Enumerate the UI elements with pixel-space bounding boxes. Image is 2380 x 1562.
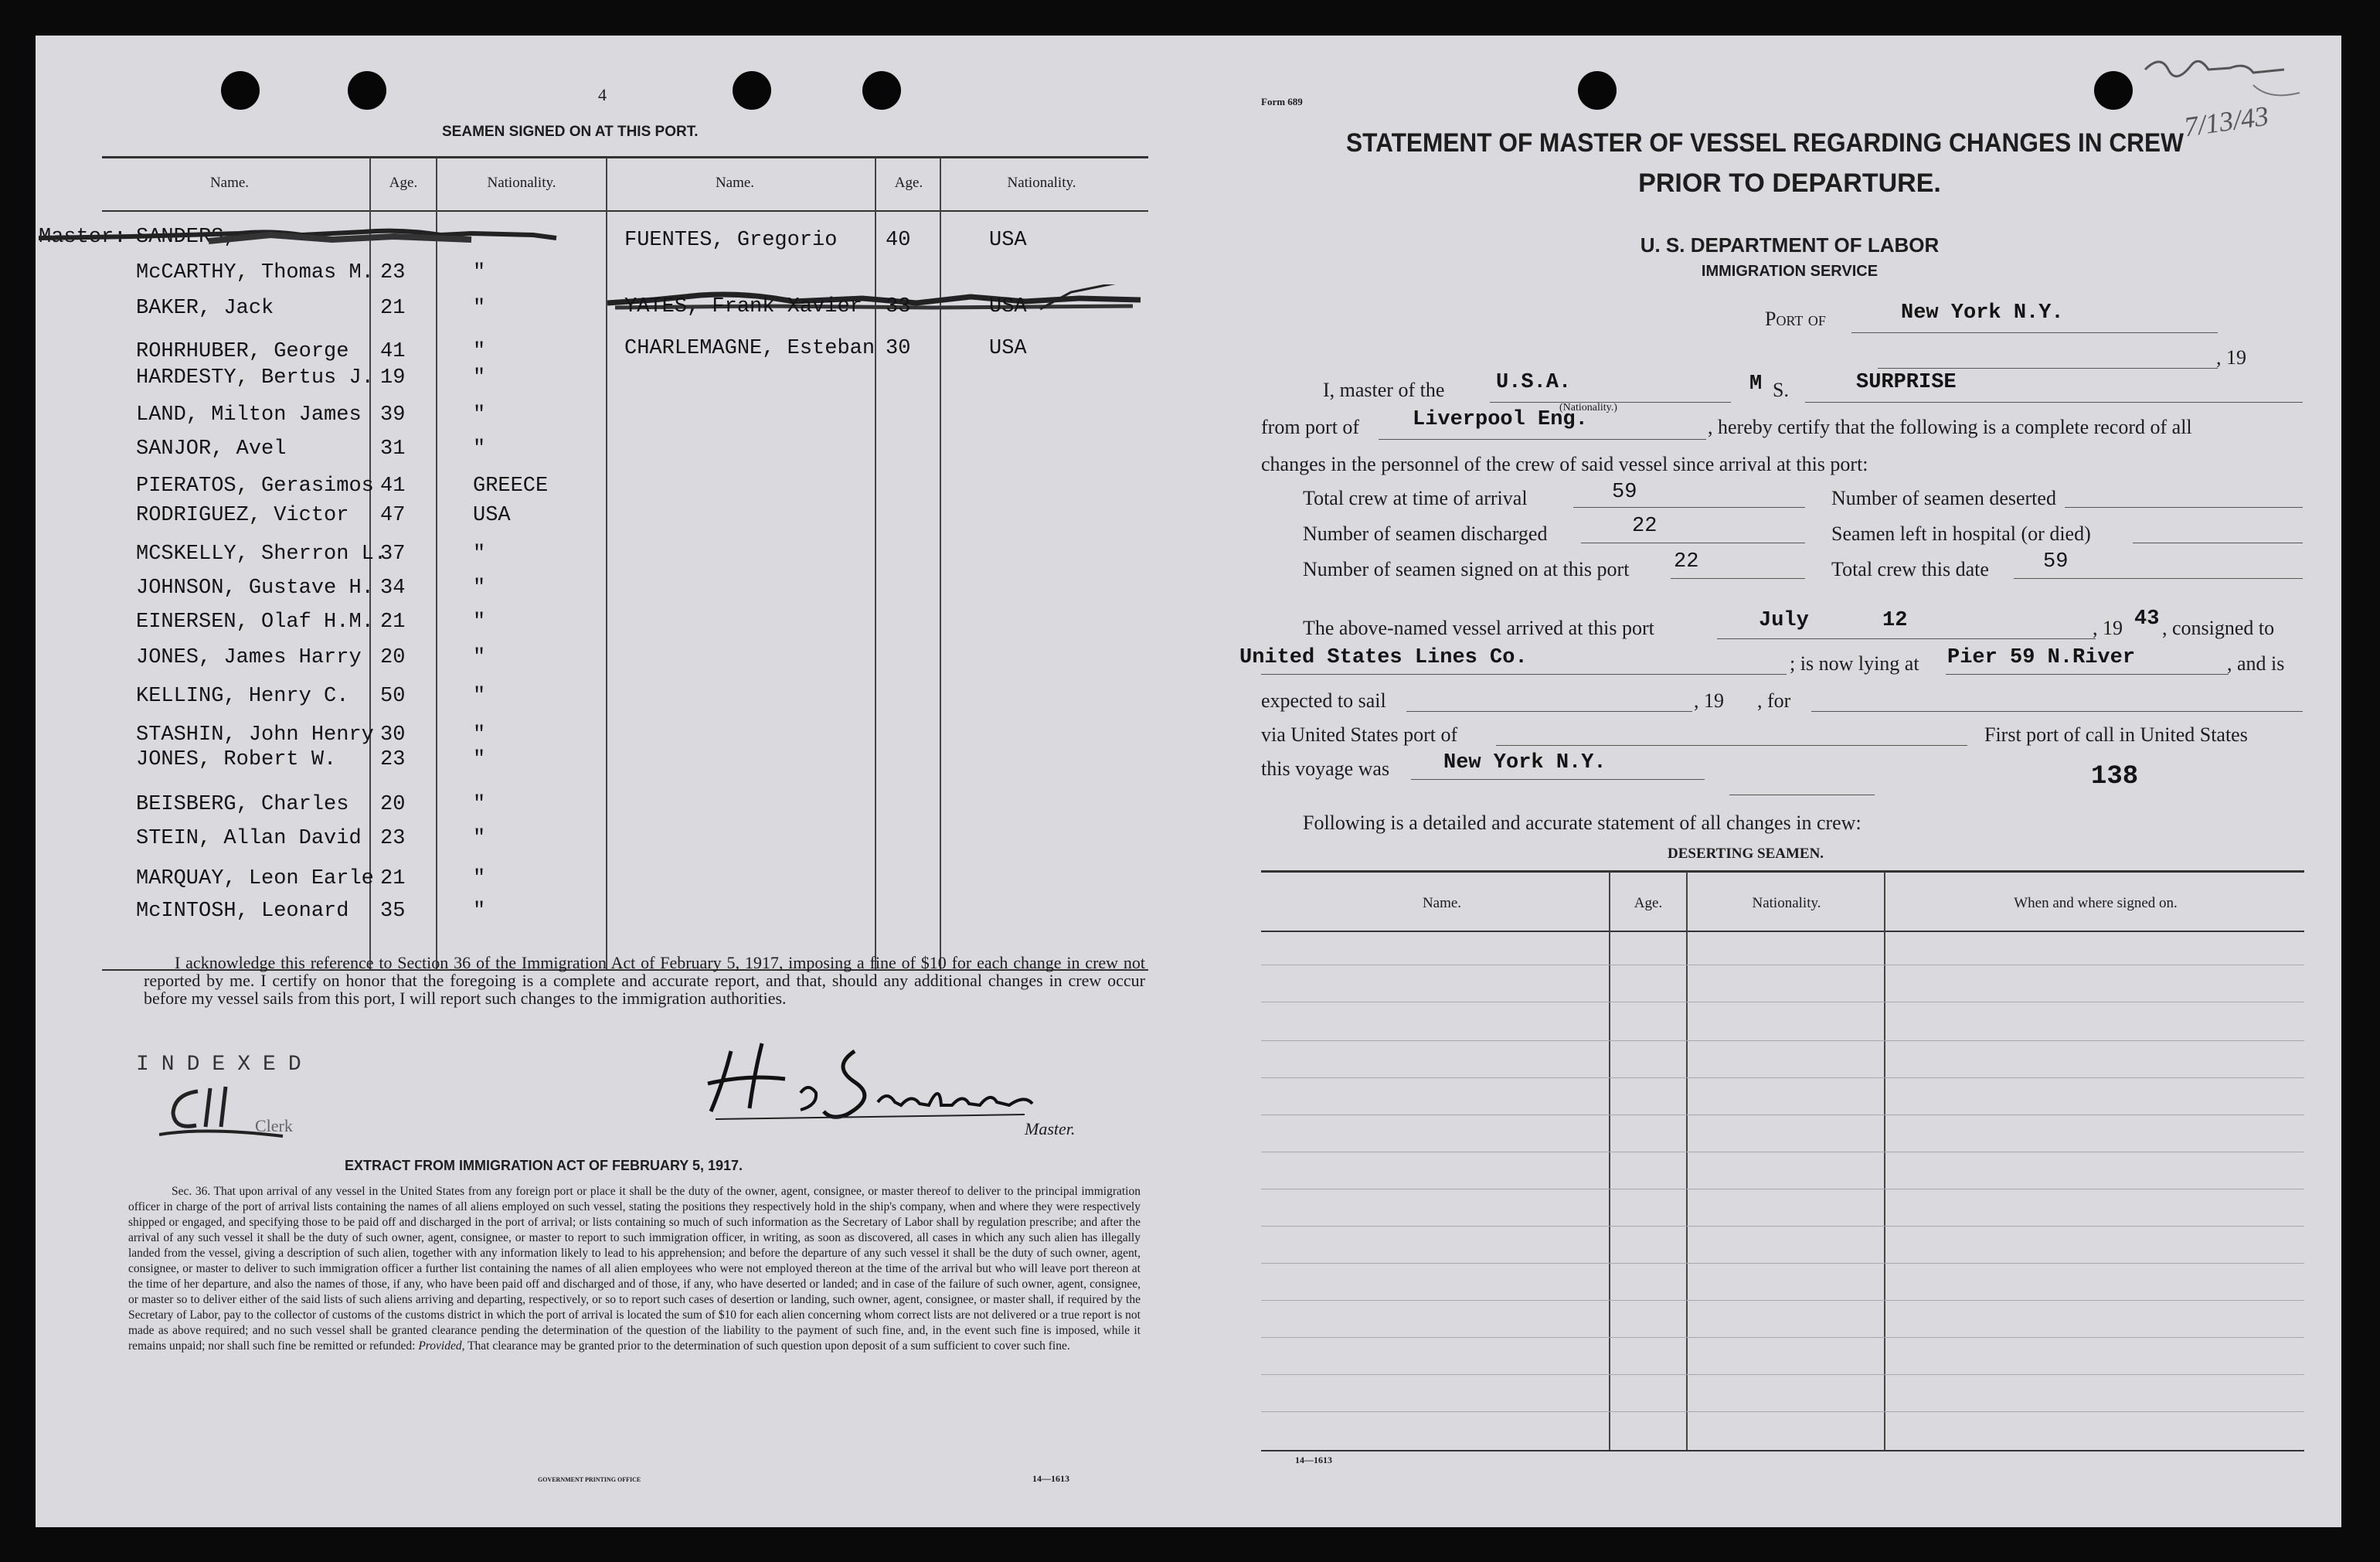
crew-name: JOHNSON, Gustave H.: [136, 577, 374, 600]
consigned-to: , consigned to: [2162, 617, 2275, 639]
deserting-title: DESERTING SEAMEN.: [1668, 846, 1824, 862]
crew-name: PIERATOS, Gerasimos: [136, 475, 374, 498]
crew-age: 23: [380, 827, 406, 850]
printing-office: GOVERNMENT PRINTING OFFICE: [538, 1476, 641, 1483]
crew-age: 19: [380, 366, 406, 390]
from-port-value: Liverpool Eng.: [1413, 408, 1588, 431]
crew-name: ROHRHUBER, George: [136, 340, 349, 363]
crew-nationality: USA: [473, 504, 511, 527]
ship-name: SURPRISE: [1856, 371, 1957, 394]
first-port-label: First port of call in United States: [1984, 723, 2248, 746]
ship-prefix: M: [1749, 373, 1763, 396]
crew-nationality: ": [473, 900, 486, 923]
arrived-year-prefix: , 19: [2093, 617, 2123, 639]
lying-at: Pier 59 N.River: [1947, 646, 2136, 669]
crew-nationality: USA: [989, 337, 1027, 360]
crew-name: McCARTHY, Thomas M.: [136, 261, 374, 284]
crew-age: 31: [380, 437, 406, 461]
extract-proviso: That clearance may be granted prior to the determination of such question upon deposit of a sum sufficient to cover such fine.: [468, 1339, 1070, 1353]
crew-age: 21: [380, 867, 406, 890]
crew-nationality: ": [473, 366, 486, 390]
crew-nationality: GREECE: [473, 475, 549, 498]
corner-date: 7/13/43: [2181, 100, 2271, 143]
crew-name: STASHIN, John Henry: [136, 723, 374, 747]
crew-age: 20: [380, 646, 406, 669]
total-crew-arrival-label: Total crew at time of arrival: [1303, 487, 1528, 509]
punch-hole: [1578, 71, 1617, 110]
crew-age: 47: [380, 504, 406, 527]
crew-age: 50: [380, 685, 406, 708]
and-is: , and is: [2227, 652, 2285, 675]
crew-age: 34: [380, 577, 406, 600]
crew-age: 23: [380, 261, 406, 284]
col-header-name: Name.: [715, 175, 755, 191]
crew-name: MCSKELLY, Sherron L.: [136, 543, 387, 566]
crew-age: 40: [886, 229, 911, 252]
deserted-label: Number of seamen deserted: [1831, 487, 2056, 509]
crew-nationality: ": [473, 685, 486, 708]
section-title: SEAMEN SIGNED ON AT THIS PORT.: [442, 124, 699, 140]
number-138: 138: [2091, 762, 2139, 791]
crew-nationality: ": [473, 646, 486, 669]
expected-year: , 19: [1694, 689, 1724, 712]
crew-age: 30: [886, 337, 911, 360]
total-crew-arrival: 59: [1612, 481, 1637, 504]
arrived-year: 43: [2134, 607, 2160, 631]
for-label: , for: [1757, 689, 1791, 712]
acknowledgement-text: I acknowledge this reference to Section 36 of the Immigration Act of February 5, 1917, imposing a fine of $10 for each change in crew not reported by me. I certify on honor that the foregoing is a complete and accurate report, and that, should any additional changes in crew occur before my vessel sails from this port, I will report such changes to the immigration authorities.: [144, 953, 1145, 1008]
crew-age: 37: [380, 543, 406, 566]
crew-nationality: ": [473, 827, 486, 850]
deserting-col-nationality: Nationality.: [1752, 895, 1821, 911]
punch-hole: [733, 71, 771, 110]
crew-name: EINERSEN, Olaf H.M.: [136, 611, 374, 634]
crew-name: CHARLEMAGNE, Esteban: [624, 337, 876, 360]
port-value: New York N.Y.: [1901, 301, 2064, 325]
master-signature: [685, 1028, 1086, 1128]
signed-on-label: Number of seamen signed on at this port: [1303, 558, 1630, 580]
crew-name: JONES, James Harry: [136, 646, 362, 669]
voyage-label: this voyage was: [1261, 757, 1390, 780]
crew-name: MARQUAY, Leon Earle: [136, 867, 374, 890]
service: IMMIGRATION SERVICE: [1701, 263, 1878, 280]
crew-nationality: ": [473, 611, 486, 634]
crew-age: 33: [886, 295, 911, 318]
nationality-caption: (Nationality.): [1559, 402, 1617, 413]
discharged-value: 22: [1632, 515, 1658, 538]
crew-age: 21: [380, 297, 406, 320]
left-form-code: 14—1613: [1032, 1473, 1069, 1484]
crew-age: 30: [380, 723, 406, 747]
indexed-stamp: INDEXED: [136, 1053, 314, 1077]
crew-age: 41: [380, 475, 406, 498]
crew-name: HARDESTY, Bertus J.: [136, 366, 374, 390]
from-port-label: from port of: [1261, 416, 1360, 438]
crew-name: KELLING, Henry C.: [136, 685, 349, 708]
arrived-month: July: [1759, 609, 1809, 632]
deserting-col-signed-on: When and where signed on.: [2014, 895, 2178, 911]
crew-age: 41: [380, 340, 406, 363]
crew-nationality: ": [473, 340, 486, 363]
punch-hole: [862, 71, 901, 110]
crew-name: FUENTES, Gregorio: [624, 229, 838, 252]
ship-s: S.: [1773, 379, 1789, 401]
year-suffix: , 19: [2216, 346, 2246, 369]
extract-title: EXTRACT FROM IMMIGRATION ACT OF FEBRUARY 5, 1917.: [345, 1158, 743, 1173]
expected-label: expected to sail: [1261, 689, 1386, 712]
punch-hole: [348, 71, 386, 110]
crew-nationality: USA: [989, 295, 1027, 318]
crew-nationality: ": [473, 261, 486, 284]
via-label: via United States port of: [1261, 723, 1458, 746]
master-label: Master:: [39, 226, 127, 249]
crew-nationality: ": [473, 793, 486, 816]
punch-hole: [221, 71, 260, 110]
col-header-nationality: Nationality.: [1007, 175, 1076, 191]
arrived-day: 12: [1882, 609, 1908, 632]
nationality-value: U.S.A.: [1496, 371, 1572, 394]
col-header-age: Age.: [389, 175, 418, 191]
total-today-value: 59: [2043, 550, 2069, 573]
crew-nationality: ": [473, 297, 486, 320]
page-number: 4: [598, 85, 607, 104]
col-header-nationality: Nationality.: [487, 175, 556, 191]
punch-hole: [2094, 71, 2133, 110]
crew-nationality: ": [473, 748, 486, 771]
lying-at-text: ; is now lying at: [1790, 652, 1919, 675]
crew-age: 20: [380, 793, 406, 816]
consignee: United States Lines Co.: [1239, 646, 1528, 669]
form-number: Form 689: [1261, 96, 1303, 107]
crew-name: LAND, Milton James: [136, 403, 362, 427]
crew-age: 21: [380, 611, 406, 634]
crew-nationality: ": [473, 577, 486, 600]
col-header-age: Age.: [894, 175, 923, 191]
total-today-label: Total crew this date: [1831, 558, 1989, 580]
crew-age: 35: [380, 900, 406, 923]
voyage-value: New York N.Y.: [1443, 751, 1606, 774]
extract-text: [128, 1184, 1141, 1354]
crew-name: YATES, Frank Xavier: [624, 295, 862, 318]
corner-scribble: [2137, 39, 2307, 108]
crew-nationality: ": [473, 437, 486, 461]
master-name: SANDERS,: [136, 226, 236, 249]
following-text: Following is a detailed and accurate statement of all changes in crew:: [1303, 812, 1862, 834]
crew-name: SANJOR, Avel: [136, 437, 287, 461]
crew-name: BEISBERG, Charles: [136, 793, 349, 816]
clerk-label: Clerk: [255, 1116, 293, 1135]
master-of-label: I, master of the: [1323, 379, 1445, 401]
form-title-line2: PRIOR TO DEPARTURE.: [1638, 168, 1941, 198]
deserting-col-age: Age.: [1634, 895, 1663, 911]
hospital-label: Seamen left in hospital (or died): [1831, 522, 2091, 545]
crew-nationality: ": [473, 867, 486, 890]
crew-name: RODRIGUEZ, Victor: [136, 504, 349, 527]
crew-nationality: ": [473, 723, 486, 747]
form-title-line1: STATEMENT OF MASTER OF VESSEL REGARDING CHANGES IN CREW: [1346, 128, 2184, 158]
changes-text: changes in the personnel of the crew of said vessel since arrival at this port:: [1261, 453, 1868, 475]
deserting-col-name: Name.: [1422, 895, 1462, 911]
certify-text: , hereby certify that the following is a complete record of all: [1708, 416, 2192, 438]
crew-nationality: USA: [989, 229, 1027, 252]
master-signature-label: Master.: [1025, 1119, 1076, 1138]
crew-nationality: ": [473, 403, 486, 427]
crew-age: 39: [380, 403, 406, 427]
crew-name: BAKER, Jack: [136, 297, 274, 320]
col-header-name: Name.: [209, 175, 250, 191]
extract-body: Sec. 36. That upon arrival of any vessel in the United States from any foreign port or place it shall be the duty of the owner, agent, consignee, or master thereof to deliver to the principal immigration officer in charge of the port of arrival lists containing the names of all aliens employed on such vessel, stating the positions they respectively hold in the ship's company, when and where they were respectively shipped or engaged, and specifying those to be paid off and discharged in the port of arrival; or lists containing so much of such information as the Secretary of Labor shall by regulation prescribe; and after the arrival of any such vessel it shall be the duty of such owner, agent, consignee, or master to report to such immigration officer, in writing, as soon as discovered, all cases in which any such alien has illegally landed from the vessel, giving a description of such alien, together with any information likely to lead to his apprehension; and before the departure of any such vessel it shall be the duty of such owner, agent, consignee, or master to deliver to such immigration officer a further list containing the names of all alien employees who were not employed thereon at the time of the arrival but who will leave port thereon at the time of her departure, and also the names of those, if any, who have been paid off and discharged and of those, if any, who have deserted or landed; and in case of the failure of such owner, agent, consignee, or master so to deliver either of the said lists of such aliens arriving and departing, respectively, or so to report such cases of desertion or landing, such owner, agent, consignee, or master shall, if required by the Secretary of Labor, pay to the collector of customs of the customs district in which the port of arrival is located the sum of $10 for each alien concerning whom correct lists are not delivered or a true report is not made as above required; and no such vessel shall be granted clearance pending the determination of the question of the liability to the payment of such fine, and, in the event such fine is imposed, while it remains unpaid; nor shall such fine be remitted or refunded:: [128, 1185, 1141, 1353]
crew-nationality: ": [473, 543, 486, 566]
extract-proviso-label: Provided,: [418, 1339, 465, 1353]
document-sheet: [36, 36, 2341, 1527]
discharged-label: Number of seamen discharged: [1303, 522, 1548, 545]
signed-on-value: 22: [1674, 550, 1699, 573]
crew-name: McINTOSH, Leonard: [136, 900, 349, 923]
department: U. S. DEPARTMENT OF LABOR: [1640, 233, 1940, 257]
port-label: Port of: [1765, 308, 1826, 330]
right-form-code: 14—1613: [1295, 1455, 1332, 1465]
arrived-text: The above-named vessel arrived at this port: [1303, 617, 1654, 639]
crew-age: 23: [380, 748, 406, 771]
master-strikethrough: [39, 221, 564, 252]
crew-name: STEIN, Allan David: [136, 827, 362, 850]
crew-name: JONES, Robert W.: [136, 748, 337, 771]
